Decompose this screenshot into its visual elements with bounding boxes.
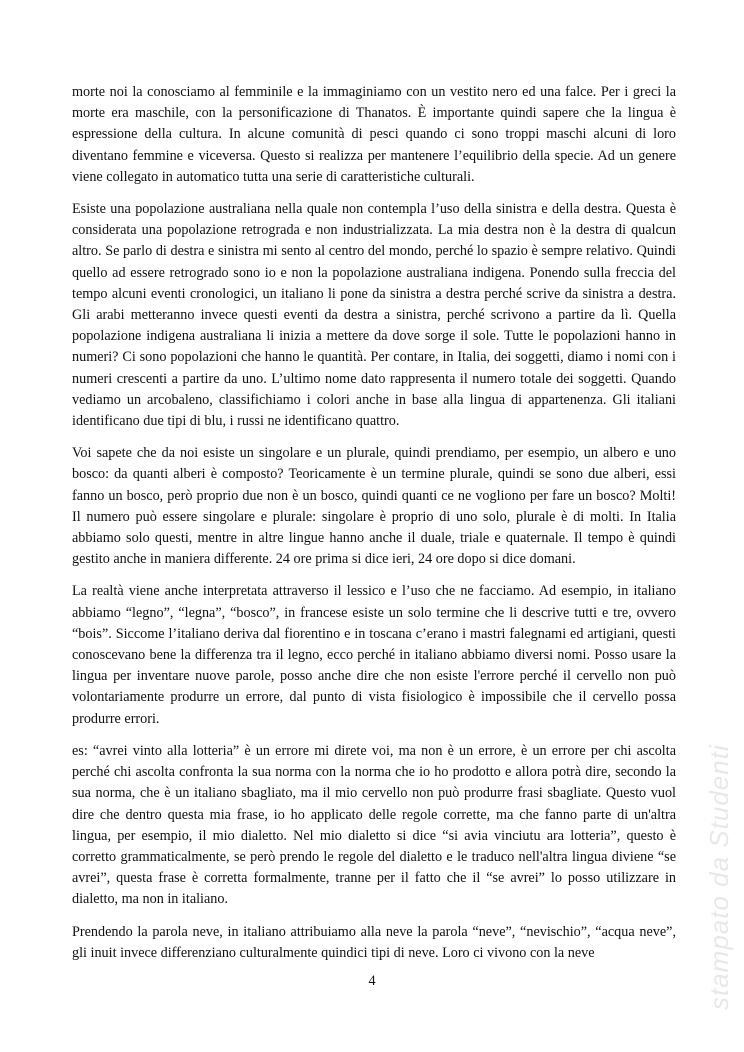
page-number: 4	[368, 973, 376, 989]
paragraph-2: Esiste una popolazione australiana nella quale non contempla l’uso della sinistra e della destra. Questa è considerata una popolazione retrograda e non industrializzata. La mia destra non è la destra di qualcun altro. Se parlo di destra e sinistra mi sento al centro del mondo, perché lo spazio è sempre relativo. Quindi quello ad essere retrogrado sono io e non la popolazione australiana indigena. Ponendo sulla freccia del tempo alcuni eventi cronologici, un italiano li pone da sinistra a destra perché scrive da sinistra a destra. Gli arabi metteranno invece questi eventi da destra a sinistra, perché scrivono a partire da lì. Quella popolazione indigena australiana li inizia a mettere da dove sorge il sole. Tutte le popolazioni hanno in numeri? Ci sono popolazioni che hanno le quantità. Per contare, in Italia, dei soggetti, diamo i nomi con i numeri crescenti a partire da uno. L’ultimo nome dato rappresenta il numero totale dei soggetti. Quando vediamo un arcobaleno, classifichiamo i colori anche in base alla lingua di appartenenza. Gli italiani identificano due tipi di blu, i russi ne identificano quattro.	[72, 201, 676, 430]
watermark-text: stampato da Studenti	[704, 744, 734, 1010]
paragraph-6: Prendendo la parola neve, in italiano attribuiamo alla neve la parola “neve”, “nevischio”, “acqua neve”, gli inuit invece differenziano culturalmente quindici tipi di neve. Loro ci vivono con la neve	[72, 923, 676, 961]
paragraph-1: morte noi la conosciamo al femminile e la immaginiamo con un vestito nero ed una falce. Per i greci la morte era maschile, con la personificazione di Thanatos. È importante quindi sapere che la lingua è espressione della cultura. In alcune comunità di pesci quando ci sono troppi maschi alcuni di loro diventano femmine e viceversa. Questo si realizza per mantenere l’equilibrio della specie. Ad un genere viene collegato in automatico tutta una serie di caratteristiche culturali.	[72, 84, 676, 185]
document-body	[72, 82, 676, 975]
paragraph-5: es: “avrei vinto alla lotteria” è un errore mi direte voi, ma non è un errore, è un errore per chi ascolta perché chi ascolta confronta la sua norma con la norma che io ho prodotto e allora potrà dire, secondo la sua norma, che è un italiano sbagliato, ma il mio cervello non può produrre frasi sbagliate. Questo vuol dire che dentro questa mia frase, io ho applicato delle regole corrette, ma che fanno parte di un'altra lingua, per esempio, il mio dialetto. Nel mio dialetto si dice “si avia vinciutu ara lotteria”, questo è corretto grammaticalmente, se però prendo le regole del dialetto e le traduco nell'altra lingua diviene “se avrei”, questa frase è corretta formalmente, tranne per il fatto che il “se avrei” lo posso utilizzare in dialetto, ma non in italiano.	[72, 742, 676, 908]
paragraph-3: Voi sapete che da noi esiste un singolare e un plurale, quindi prendiamo, per esempio, un albero e uno bosco: da quanti alberi è composto? Teoricamente è un termine plurale, quindi se sono due alberi, essi fanno un bosco, però proprio due non è un bosco, quindi quanti ce ne vogliono per fare un bosco? Molti! Il numero può essere singolare e plurale: singolare è proprio di uno solo, plurale è di molti. In Italia abbiamo solo questi, mentre in altre lingue hanno anche il duale, triale e quaternale. Il tempo è quindi gestito anche in maniera differente. 24 ore prima si dice ieri, 24 ore dopo si dice domani.	[72, 445, 676, 568]
paragraph-4: La realtà viene anche interpretata attraverso il lessico e l’uso che ne facciamo. Ad esempio, in italiano abbiamo “legno”, “legna”, “bosco”, in francese esiste un solo termine che li descrive tutti e tre, ovvero “bois”. Siccome l’italiano deriva dal fiorentino e in toscana c’erano i mastri falegnami ed artigiani, questi conoscevano bene la differenza tra il legno, ecco perché in italiano abbiamo diversi nomi. Posso usare la lingua per inventare nuove parole, posso anche dire che non esiste l'errore perché il cervello non può volontariamente produrre un errore, dal punto di vista fisiologico è impossibile che il cervello possa produrre errori.	[72, 583, 676, 727]
